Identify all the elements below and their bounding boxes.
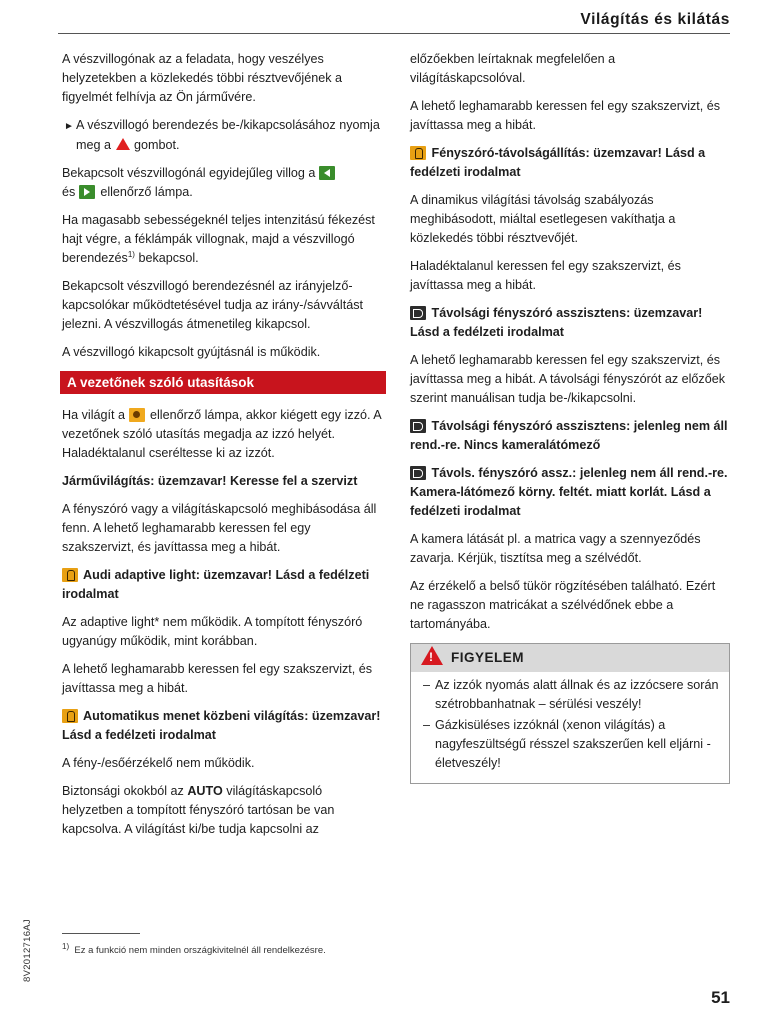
paragraph: A lehető leghamarabb keressen fel egy szakszervizt, és javíttassa meg a hibát. A távolsági fényszórót az előzőek szerint manuálisan tudja be-/kikapcsolni. (410, 353, 726, 405)
message-heading: Audi adaptive light: üzemzavar! Lásd a fedélzeti irodalmat (62, 568, 370, 601)
right-column (410, 50, 730, 784)
headlight-range-icon (410, 146, 426, 160)
footnote-reference: 1) (127, 249, 135, 259)
footnote-divider (62, 933, 140, 934)
page-number: 51 (711, 988, 730, 1007)
paragraph: A vészvillogónak az a feladata, hogy veszélyes helyzetekben a közlekedés többi résztvevőjének a figyelmét felhívja az Ön járművére. (62, 52, 343, 104)
warning-header: !FIGYELEM (411, 644, 729, 672)
message-heading: Fényszóró-távolságállítás: üzemzavar! Lásd a fedélzeti irodalmat (410, 146, 706, 179)
page-header-title: Világítás és kilátás (580, 11, 730, 28)
bullet-arrow-icon: ► (64, 121, 74, 132)
section-heading: A vezetőnek szóló utasítások (60, 371, 386, 394)
paragraph: A lehető leghamarabb keressen fel egy szakszervizt, és javíttassa meg a hibát. (62, 662, 373, 695)
paragraph: A fény-/esőérzékelő nem működik. (62, 756, 255, 770)
paragraph: Haladéktalanul keressen fel egy szakszervizt, és javíttassa meg a hibát. (410, 259, 681, 292)
warning-list (411, 672, 729, 783)
bulb-failure-icon (129, 408, 145, 422)
adaptive-light-icon (62, 568, 78, 582)
auto-light-icon (62, 709, 78, 723)
paragraph: A lehető leghamarabb keressen fel egy szakszervizt, és javíttassa meg a hibát. (410, 99, 721, 132)
paragraph: Bekapcsolt vészvillogónál egyidejűleg villog a és ellenőrző lámpa. (62, 164, 386, 202)
turn-signal-right-icon (79, 185, 95, 199)
left-column (62, 50, 386, 848)
paragraph: Ha magasabb sebességeknél teljes intenzitású fékezést hajt végre, a féklámpák villognak, majd a vészvillogó berendezés$^{1)}$ bekapcsol. (62, 213, 375, 265)
message-heading: Távols. fényszóró assz.: jelenleg nem áll rend.-re. Kamera-látómező körny. feltét. miatt korlát. Lásd a fedélzeti irodalmat (410, 466, 728, 518)
message-heading: Távolsági fényszóró asszisztens: üzemzavar! Lásd a fedélzeti irodalmat (410, 306, 703, 339)
high-beam-assist-icon (410, 419, 426, 433)
warning-box (410, 643, 730, 784)
footnote: $^{1)}$ Ez a funkció nem minden országkivitelnél áll rendelkezésre. (62, 941, 326, 956)
paragraph: előzőekben leírtaknak megfelelően a világításkapcsolóval. (410, 52, 616, 85)
message-heading: Automatikus menet közbeni világítás: üzemzavar! Lásd a fedélzeti irodalmat (62, 709, 381, 742)
paragraph: A kamera látását pl. a matrica vagy a szennyeződés zavarja. Kérjük, tisztítsa meg a szélvédőt. (410, 532, 701, 565)
message-heading: Járművilágítás: üzemzavar! Keresse fel a szervizt (62, 474, 358, 488)
high-beam-assist-icon (410, 306, 426, 320)
document-code: 8V2012716AJ (22, 919, 33, 982)
warning-item: – Gázkisüléses izzóknál (xenon világítás) a nagyfeszültségű résszel szakszerűen kell eljárni - életveszély! (423, 718, 711, 770)
message-heading: Távolsági fényszóró asszisztens: jelenleg nem áll rend.-re. Nincs kameralátómező (410, 419, 728, 452)
paragraph: Az adaptive light* nem működik. A tompított fényszóró ugyanúgy működik, mint korábban. (62, 615, 363, 648)
paragraph: A dinamikus világítási távolság szabályozás meghibásodott, miáltal esetlegesen vakíthatja a közlekedés többi résztvevőjét. (410, 193, 676, 245)
turn-signal-left-icon (319, 166, 335, 180)
paragraph: Biztonsági okokból az AUTO világításkapcsoló helyzetben a tompított fényszóró tartósan be van kapcsolva. A világítást ki/be tudja kapcsolni az (62, 784, 335, 836)
warning-triangle-icon (421, 646, 443, 665)
header-divider (58, 33, 730, 34)
paragraph: A vészvillogó kikapcsolt gyújtásnál is működik. (62, 345, 321, 359)
paragraph: Az érzékelő a belső tükör rögzítésében található. Ezért ne ragasszon matricákat a szélvédőnek ebbe a tartományába. (410, 579, 716, 631)
paragraph: Ha világít a ellenőrző lámpa, akkor kiégett egy izzó. A vezetőnek szóló utasítás megadja az izzó helyét. Haladéktalanul cseréltesse ki az izzót. (62, 408, 382, 460)
warning-item: – Az izzók nyomás alatt állnak és az izzócsere során szétrobbanhatnak – sérülési veszély! (423, 678, 719, 711)
paragraph: A fényszóró vagy a világításkapcsoló meghibásodása áll fenn. A lehető leghamarabb keressen fel egy szakszervizt, és javíttassa meg a hibát. (62, 502, 377, 554)
high-beam-assist-icon (410, 466, 426, 480)
instruction-bullet: ► A vészvillogó berendezés be-/kikapcsolásához nyomja meg a gombot. (64, 118, 380, 152)
hazard-triangle-icon (116, 138, 130, 150)
paragraph: Bekapcsolt vészvillogó berendezésnél az irányjelző-kapcsolókar működtetésével tudja az irány-/sávváltást jelezni. A vészvillogás átmenetileg kikapcsol. (62, 279, 363, 331)
